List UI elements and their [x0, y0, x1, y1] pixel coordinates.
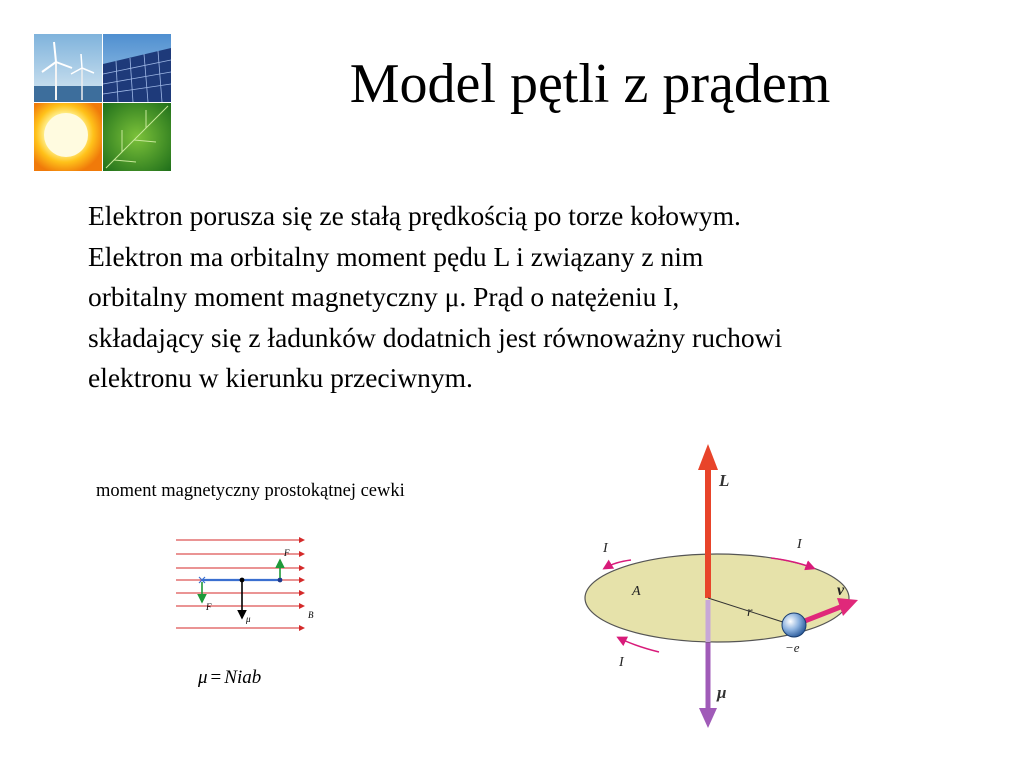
force-label-bottom: F	[206, 602, 212, 612]
orbit-diagram	[575, 430, 865, 730]
logo	[34, 34, 171, 171]
current-label-bottom-left: I	[619, 655, 624, 670]
force-label-top: F	[284, 548, 290, 558]
L-label: L	[719, 471, 730, 490]
magnetic-moment-formula	[198, 667, 261, 689]
formula-rhs: Niab	[224, 667, 262, 688]
wind-turbines-image	[34, 34, 102, 102]
paragraph-line: elektronu w kierunku przeciwnym.	[88, 362, 473, 393]
leaf-image	[103, 103, 171, 171]
coil-diagram	[170, 534, 320, 634]
sun-image	[34, 103, 102, 171]
current-arrow-bottom-left	[619, 638, 659, 652]
slide-title: Model pętli z prądem	[349, 53, 831, 115]
formula-equals: =	[210, 667, 222, 688]
solar-panels-image	[103, 34, 171, 102]
moment-label: μ	[246, 614, 251, 624]
field-label: B	[308, 610, 314, 620]
paragraph-line: składający się z ładunków dodatnich jest równoważny ruchowi	[88, 321, 783, 353]
formula-lhs: μ	[198, 667, 208, 688]
radius-label: r	[747, 605, 753, 620]
area-label: A	[632, 584, 641, 599]
coil-caption: moment magnetyczny prostokątnej cewki	[96, 481, 405, 501]
current-label-top-right: I	[797, 537, 802, 552]
mu-label: μ	[717, 683, 727, 702]
v-label: v	[837, 582, 845, 599]
current-label-top-left: I	[603, 541, 608, 556]
paragraph-line: Elektron porusza się ze stałą prędkością po torze kołowym.	[88, 200, 741, 231]
electron	[782, 613, 806, 637]
paragraph-line: Elektron ma orbitalny moment pędu L i związany z nim	[88, 240, 704, 272]
paragraph-line: orbitalny moment magnetyczny μ. Prąd o natężeniu I,	[88, 281, 680, 312]
body-paragraph	[88, 196, 988, 399]
charge-label: −e	[785, 640, 800, 655]
